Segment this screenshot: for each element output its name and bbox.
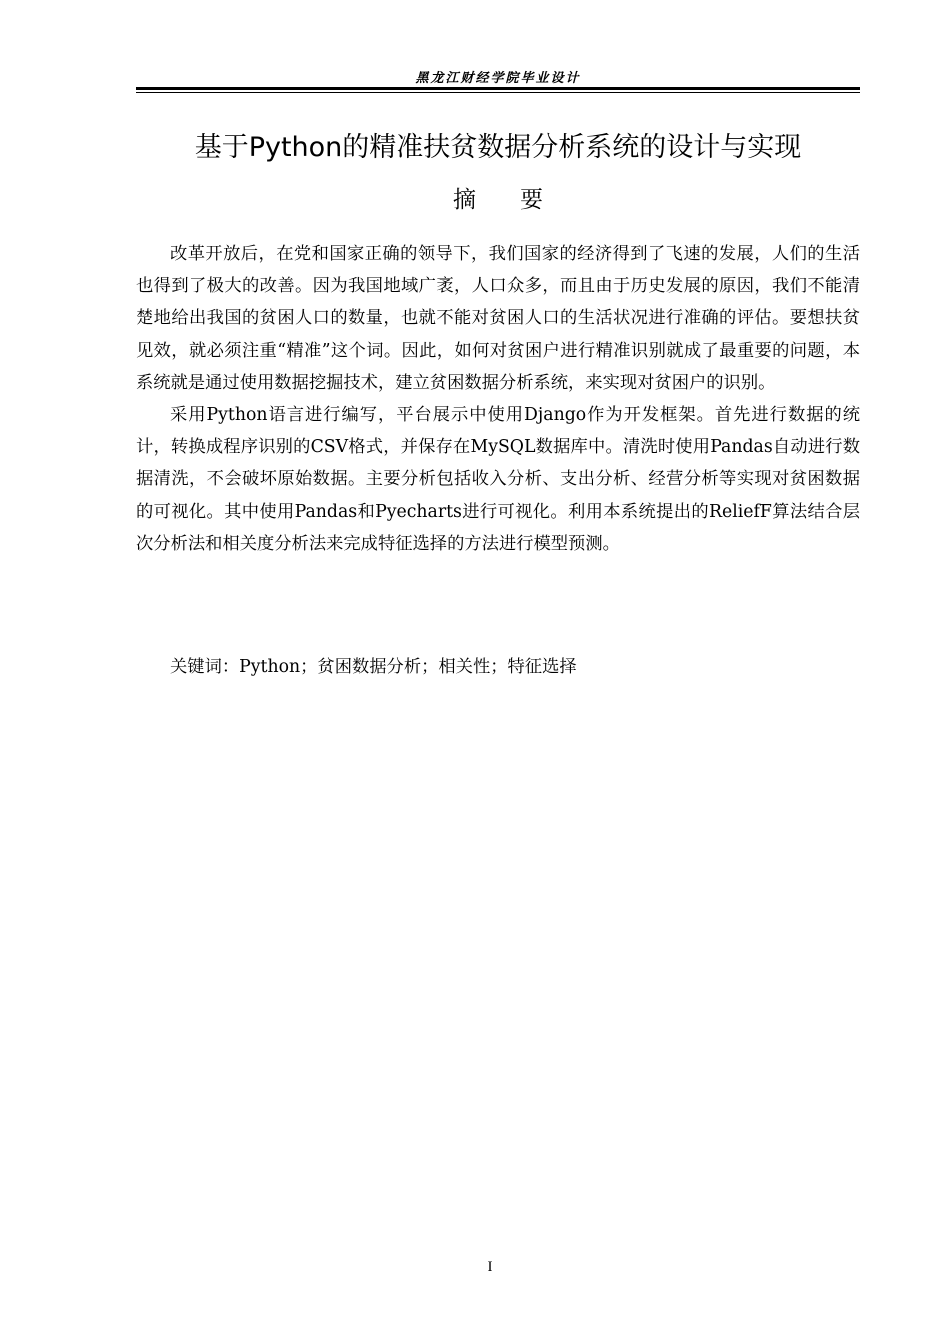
running-header: 黑龙江财经学院毕业设计	[415, 71, 581, 86]
keywords-value: Python；贫困数据分析；相关性；特征选择	[239, 657, 577, 677]
keywords-line	[170, 651, 860, 683]
abstract-body	[136, 238, 860, 560]
abstract-paragraph-1: 改革开放后，在党和国家正确的领导下，我们国家的经济得到了飞速的发展，人们的生活也得到了极大的改善。因为我国地域广袤，人口众多，而且由于历史发展的原因，我们不能清楚地给出我国的贫困人口的数量，也就不能对贫困人口的生活状况进行准确的评估。要想扶贫见效，就必须注重“精准”这个词。因此，如何对贫困户进行精准识别就成了最重要的问题，本系统就是通过使用数据挖掘技术，建立贫困数据分析系统，来实现对贫困户的识别。	[136, 244, 860, 393]
page-number: I	[487, 1259, 493, 1275]
header-rule-thin	[136, 92, 860, 93]
document-title: 基于Python的精准扶贫数据分析系统的设计与实现	[194, 132, 802, 163]
abstract-heading-left: 摘	[453, 187, 476, 213]
abstract-heading-right: 要	[520, 187, 543, 213]
abstract-heading	[0, 183, 950, 217]
header-rule-thick	[136, 87, 860, 90]
keywords-label: 关键词：	[170, 657, 240, 677]
abstract-paragraph-2: 采用Python语言进行编写，平台展示中使用Django作为开发框架。首先进行数据的统计，转换成程序识别的CSV格式，并保存在MySQL数据库中。清洗时使用Pandas自动进行数据清洗，不会破坏原始数据。主要分析包括收入分析、支出分析、经营分析等实现对贫困数据的可视化。其中使用Pandas和Pyecharts进行可视化。利用本系统提出的ReliefF算法结合层次分析法和相关度分析法来完成特征选择的方法进行模型预测。	[136, 405, 860, 554]
